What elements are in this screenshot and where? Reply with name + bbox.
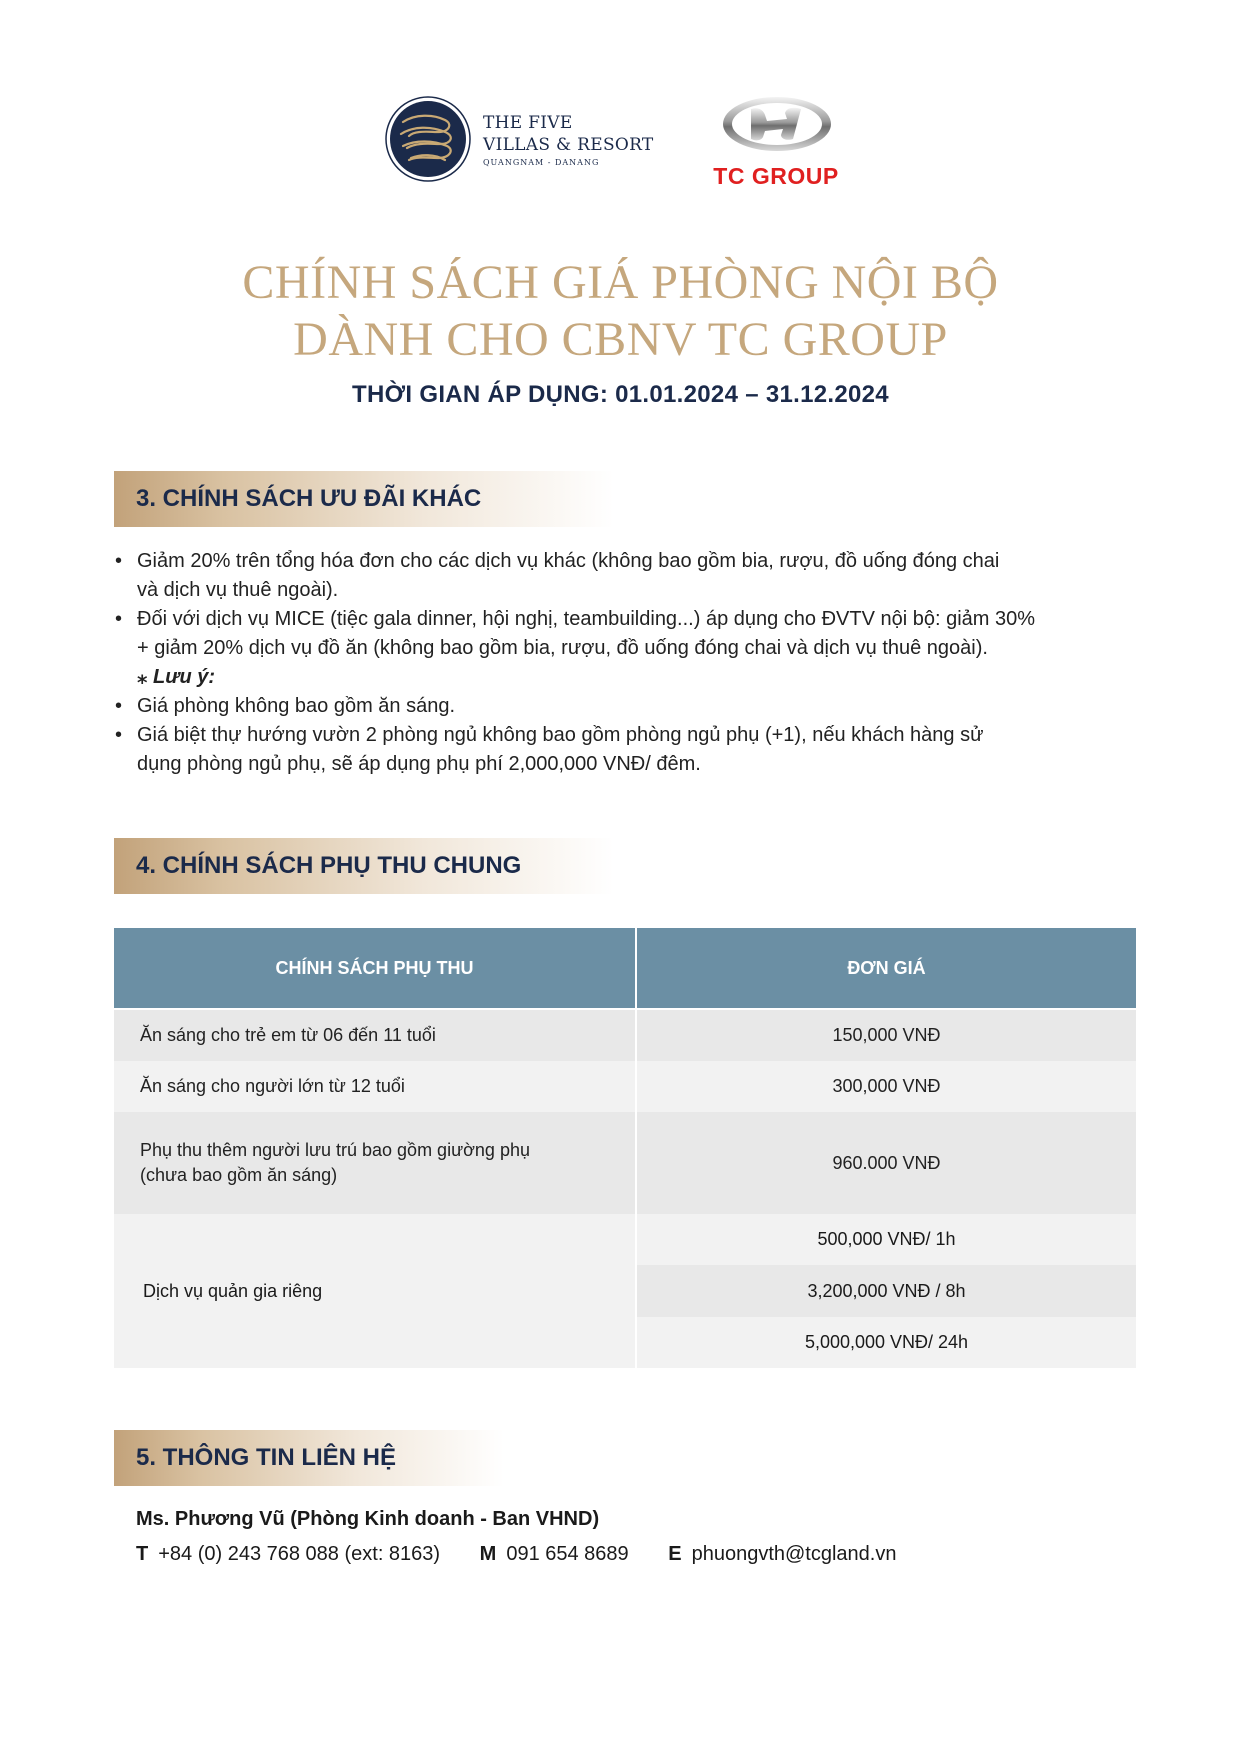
price-cell: 5,000,000 VNĐ/ 24h [637,1317,1136,1368]
price-cell: 500,000 VNĐ/ 1h [637,1214,1136,1265]
section-4-header: 4. CHÍNH SÁCH PHỤ THU CHUNG [114,838,614,894]
bullet-icon: • [115,550,123,572]
price-cell-group [637,1214,1136,1368]
list-item [114,547,1134,605]
policy-line: Phụ thu thêm người lưu trú bao gồm giường phụ [140,1140,530,1160]
price-cell: 150,000 VNĐ [832,1025,941,1045]
item-line: Giá phòng không bao gồm ăn sáng. [137,695,456,717]
column-header-price: ĐƠN GIÁ [847,957,926,978]
bullet-icon: • [115,695,123,717]
table-row [114,1010,1136,1061]
policy-cell [114,1112,637,1214]
list-item [114,721,1134,779]
section-3-header: 3. CHÍNH SÁCH ƯU ĐÃI KHÁC [114,471,614,527]
policy-cell: Ăn sáng cho trẻ em từ 06 đến 11 tuổi [114,1010,637,1061]
wave-emblem-icon [385,96,471,182]
list-item [114,692,1134,721]
tc-group-logo [697,95,857,191]
policy-line: (chưa bao gồm ăn sáng) [140,1165,338,1185]
table-row [114,1214,1136,1368]
policy-cell: Ăn sáng cho người lớn từ 12 tuổi [114,1061,637,1112]
table-row [114,1112,1136,1214]
email-label: E [668,1543,682,1565]
email-group [668,1543,896,1566]
item-line: Giảm 20% trên tổng hóa đơn cho các dịch vụ khác (không bao gồm bia, rượu, đồ uống đóng chai [137,550,1000,572]
item-line: + giảm 20% dịch vụ đồ ăn (không bao gồm bia, rượu, đồ uống đóng chai và dịch vụ thuê ngoài). [137,637,988,659]
table-row [114,1061,1136,1112]
column-header-policy: CHÍNH SÁCH PHỤ THU [114,928,637,1008]
hyundai-emblem-icon [721,95,833,153]
tc-group-wordmark: TC GROUP [713,163,839,189]
mobile-number[interactable]: 091 654 8689 [506,1543,629,1565]
validity-period: THỜI GIAN ÁP DỤNG: 01.01.2024 – 31.12.2024 [352,381,889,408]
item-line: Giá biệt thự hướng vườn 2 phòng ngủ không bao gồm phòng ngủ phụ (+1), nếu khách hàng sử [137,724,984,746]
item-line: và dịch vụ thuê ngoài). [137,579,339,601]
table-header [114,928,1136,1008]
email-address[interactable]: phuongvth@tcgland.vn [691,1543,897,1565]
brand-line-3: QUANGNAM - DANANG [483,158,600,167]
mobile-group [480,1543,629,1566]
phone-label: T [136,1543,149,1565]
note-label-row [114,663,1134,692]
price-cell: 960.000 VNĐ [832,1152,941,1173]
contact-details [136,1543,896,1566]
five-villas-logo [385,96,675,188]
note-label: ⁎ Lưu ý: [137,666,216,688]
policy-cell: Dịch vụ quản gia riêng [114,1214,637,1368]
price-cell: 3,200,000 VNĐ / 8h [637,1265,1136,1317]
bullet-icon: • [115,608,123,630]
price-cell: 300,000 VNĐ [832,1076,941,1096]
bullet-icon: • [115,724,123,746]
section-5-header: 5. THÔNG TIN LIÊN HỆ [114,1430,504,1486]
item-line: Đối với dịch vụ MICE (tiệc gala dinner, hội nghị, teambuilding...) áp dụng cho ĐVTV nội bộ: giảm 30% [137,608,1036,630]
five-villas-wordmark [483,112,654,167]
page-title-line-2: DÀNH CHO CBNV TC GROUP [293,313,948,366]
section-3-bullets [114,547,1134,779]
phone-group [136,1543,440,1566]
surcharge-table [114,928,1136,1368]
brand-line-2: VILLAS & RESORT [483,135,654,155]
mobile-label: M [479,1543,497,1565]
page-title-line-1: CHÍNH SÁCH GIÁ PHÒNG NỘI BỘ [242,256,999,309]
item-line: dụng phòng ngủ phụ, sẽ áp dụng phụ phí 2,000,000 VNĐ/ đêm. [137,753,701,775]
list-item [114,605,1134,663]
contact-name: Ms. Phương Vũ (Phòng Kinh doanh - Ban VHND) [136,1508,600,1530]
phone-number[interactable]: +84 (0) 243 768 088 (ext: 8163) [158,1543,441,1565]
brand-line-1: THE FIVE [483,113,573,133]
